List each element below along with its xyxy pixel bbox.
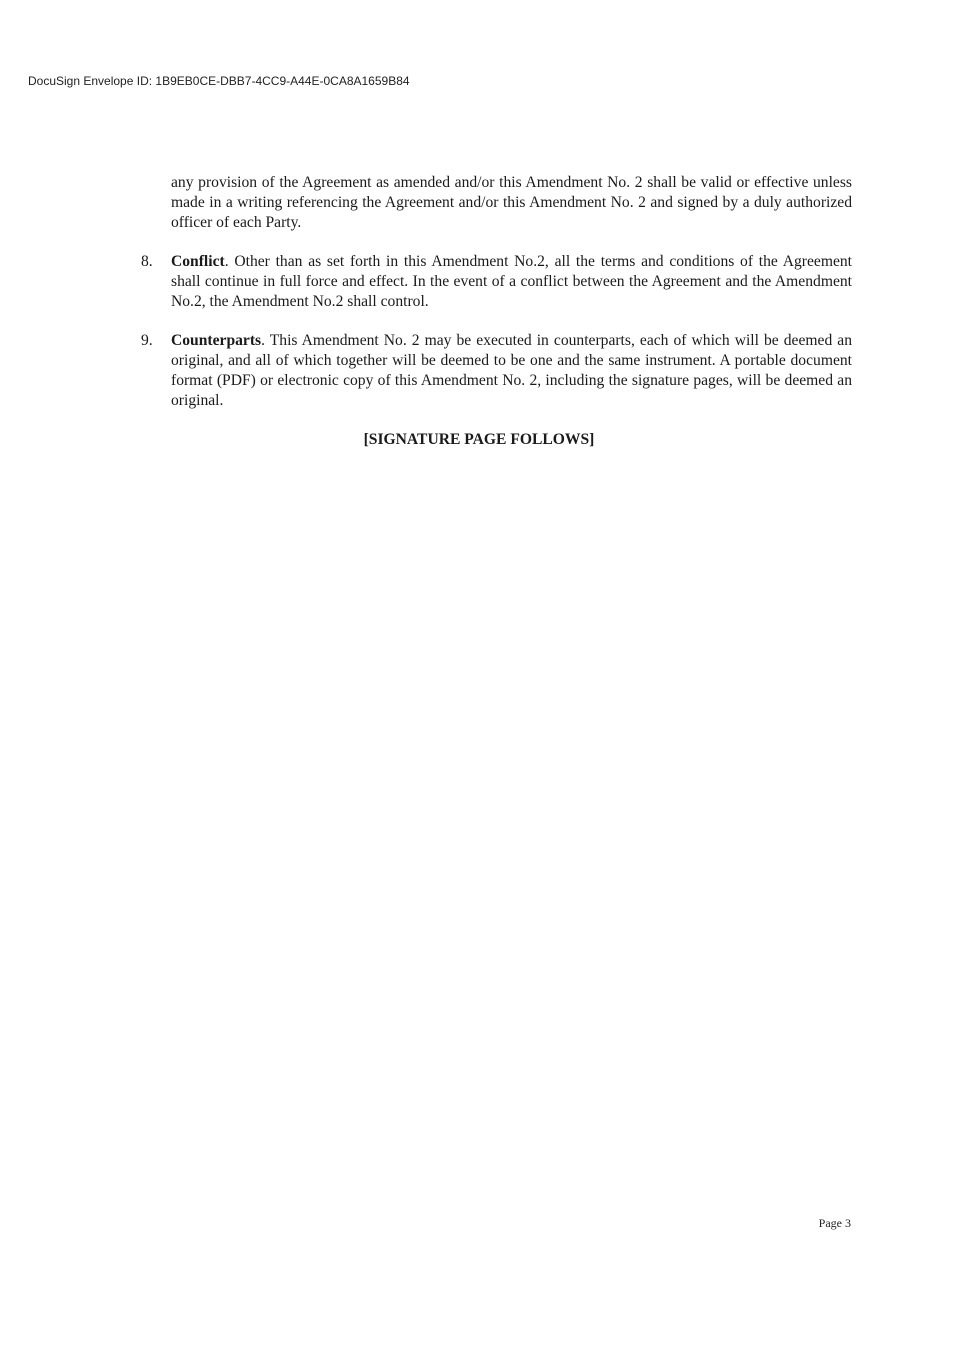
clause-conflict <box>141 252 852 312</box>
clause-number: 8. <box>141 253 153 270</box>
document-body <box>141 173 852 450</box>
clause-text: . This Amendment No. 2 may be executed in counterparts, each of which will be deemed an original, and all of which together will be deemed to be one and the same instrument. A portable document format (PDF) or electronic copy of this Amendment No. 2, including the signature pages, will be deemed an original. <box>171 332 852 409</box>
page-number: Page 3 <box>818 1216 851 1230</box>
clause-number: 9. <box>141 332 153 349</box>
clause-counterparts <box>141 331 852 411</box>
continuation-paragraph: any provision of the Agreement as amended and/or this Amendment No. 2 shall be valid or effective unless made in a writing referencing the Agreement and/or this Amendment No. 2 and signed by a duly authorized officer of each Party. <box>171 174 852 231</box>
clause-text: . Other than as set forth in this Amendment No.2, all the terms and conditions of the Agreement shall continue in full force and effect. In the event of a conflict between the Agreement and the Amendment No.2, the Amendment No.2 shall control. <box>171 253 852 310</box>
clause-title: Conflict <box>171 253 225 270</box>
docusign-envelope-id: DocuSign Envelope ID: 1B9EB0CE-DBB7-4CC9-A44E-0CA8A1659B84 <box>28 74 410 88</box>
clause-title: Counterparts <box>171 332 262 349</box>
signature-page-notice: [SIGNATURE PAGE FOLLOWS] <box>363 431 595 448</box>
